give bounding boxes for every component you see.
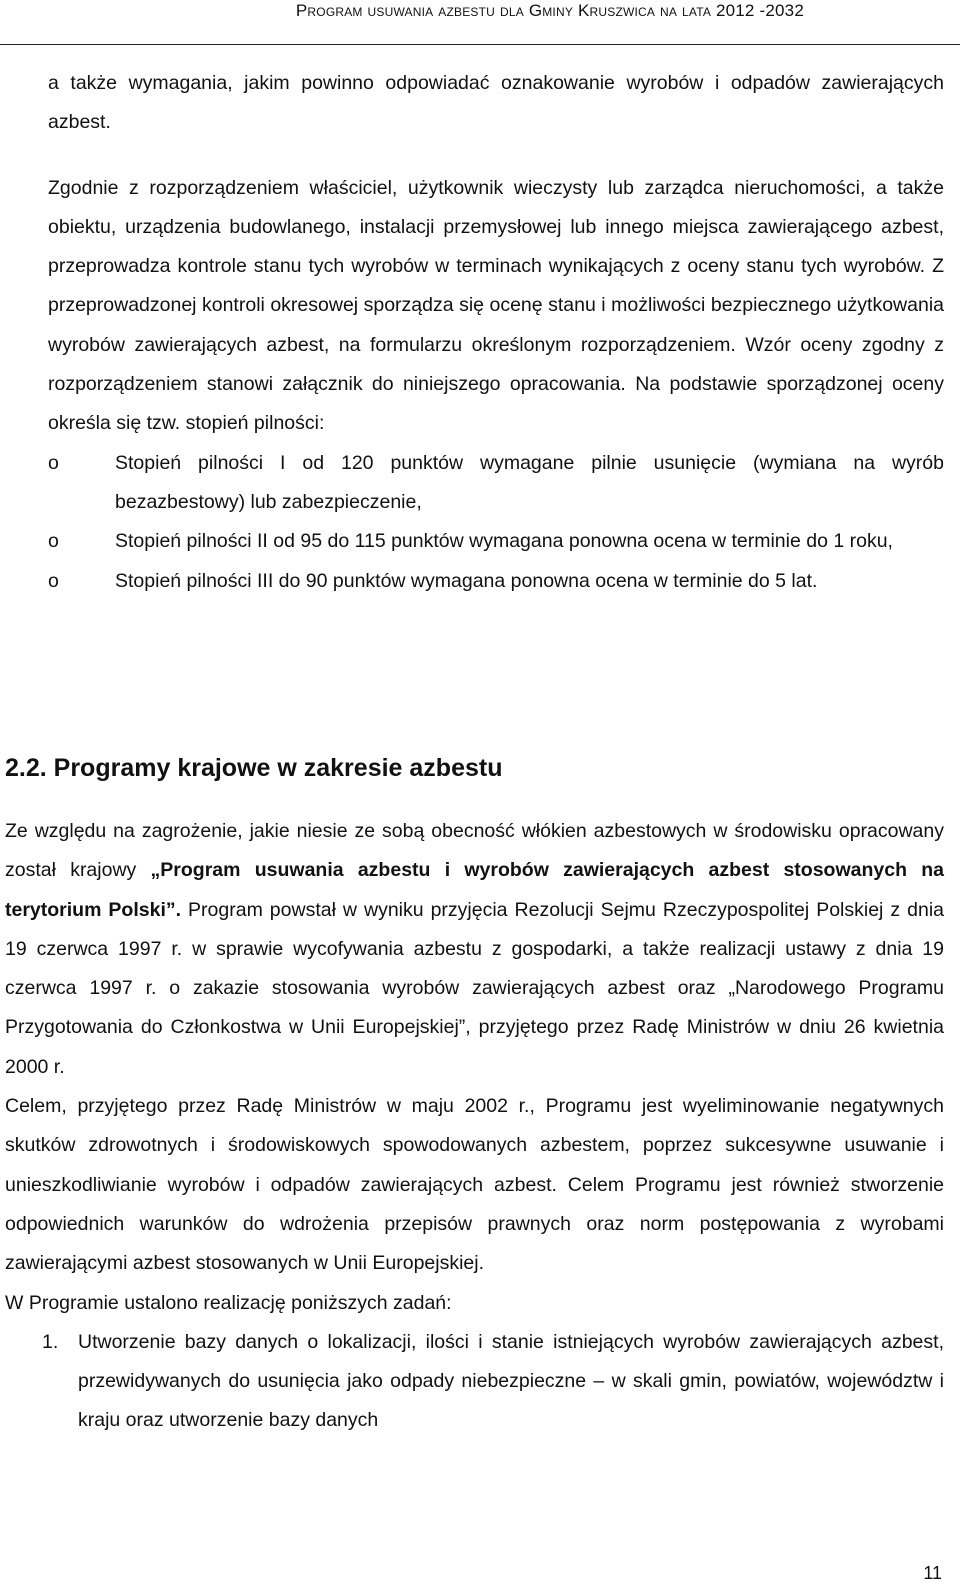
urgency-item	[48, 522, 944, 561]
bullet-marker: o	[48, 451, 59, 474]
bullet-marker: o	[48, 569, 59, 592]
task-item	[5, 1323, 944, 1441]
section-title: Programy krajowe w zakresie azbestu	[53, 754, 503, 782]
tasks-intro: W Programie ustalono realizację poniższych zadań:	[5, 1291, 452, 1314]
header-title: Program usuwania azbestu dla Gminy Kruszwica na lata 2012 -2032	[295, 1, 804, 20]
goal-paragraph: Celem, przyjętego przez Radę Ministrów w maju 2002 r., Programu jest wyeliminowanie negatywnych skutków zdrowotnych i środowiskowych spowodowanych azbestem, poprzez sukcesywne usuwanie i unieszkodliwianie wyrobów i odpadów zawierających azbest. Celem Programu jest również stworzenie odpowiednich warunków do wdrożenia przepisów prawnych oraz norm postępowania z wyrobami zawierającymi azbest stosowanych w Unii Europejskiej.	[5, 1095, 944, 1275]
urgency-item-text: Stopień pilności I od 120 punktów wymagane pilnie usunięcie (wymiana na wyrób bezazbestowy) lub zabezpieczenie,	[115, 451, 944, 513]
tasks-list	[5, 1323, 944, 1441]
urgency-item-text: Stopień pilności II od 95 do 115 punktów wymagana ponowna ocena w terminie do 1 roku,	[115, 530, 893, 553]
program-paragraph	[5, 812, 944, 1087]
intro-paragraph: Zgodnie z rozporządzeniem właściciel, użytkownik wieczysty lub zarządca nieruchomości, a także obiektu, urządzenia budowlanego, instalacji przemysłowej lub innego miejsca zawierającego azbest, przeprowadza kontrole stanu tych wyrobów w terminach wynikających z oceny stanu tych wyrobów. Z przeprowadzonej kontroli okresowej sporządza się ocenę stanu i możliwości bezpiecznego użytkowania wyrobów zawierających azbest, na formularzu określonym rozporządzeniem. Wzór oceny zgodny z rozporządzeniem stanowi załącznik do niniejszego opracowania. Na podstawie sporządzonej oceny określa się tzw. stopień pilności:	[48, 176, 944, 435]
urgency-list	[48, 444, 944, 601]
urgency-item	[48, 444, 944, 523]
program-name: „Program usuwania azbestu i wyrobów zawierających azbest stosowanych na terytorium Polski”.	[5, 859, 945, 921]
page-header	[0, 0, 960, 45]
urgency-item	[48, 562, 944, 601]
page-number: 11	[923, 1563, 942, 1583]
bullet-marker: o	[48, 530, 59, 553]
section-heading	[5, 754, 502, 783]
task-number: 1.	[42, 1330, 59, 1353]
intro-continuation: a także wymagania, jakim powinno odpowiadać oznakowanie wyrobów i odpadów zawierających azbest.	[48, 72, 944, 134]
task-text: Utworzenie bazy danych o lokalizacji, ilości i stanie istniejących wyrobów zawierających azbest, przewidywanych do usunięcia jako odpady niebezpieczne – w skali gmin, powiatów, województw i kraju oraz utworzenie bazy danych	[78, 1330, 944, 1432]
intro-block	[48, 64, 944, 601]
program-paragraph-lead: Ze względu na zagrożenie, jakie niesie ze sobą obecność włókien azbestowych w środowisku opracowany został krajowy	[5, 820, 944, 882]
paragraph-gap	[48, 143, 944, 169]
urgency-item-text: Stopień pilności III do 90 punktów wymagana ponowna ocena w terminie do 5 lat.	[115, 569, 818, 592]
section-number: 2.2.	[5, 754, 47, 782]
section-body	[5, 812, 944, 1441]
program-paragraph-rest: Program powstał w wyniku przyjęcia Rezolucji Sejmu Rzeczypospolitej Polskiej z dnia 19 czerwca 1997 r. w sprawie wycofywania azbestu z gospodarki, a także realizacji ustawy z dnia 19 czerwca 1997 r. o zakazie stosowania wyrobów zawierających azbest oraz „Narodowego Programu Przygotowania do Członkostwa w Unii Europejskiej”, przyjętego przez Radę Ministrów w dniu 26 kwietnia 2000 r.	[5, 898, 944, 1078]
